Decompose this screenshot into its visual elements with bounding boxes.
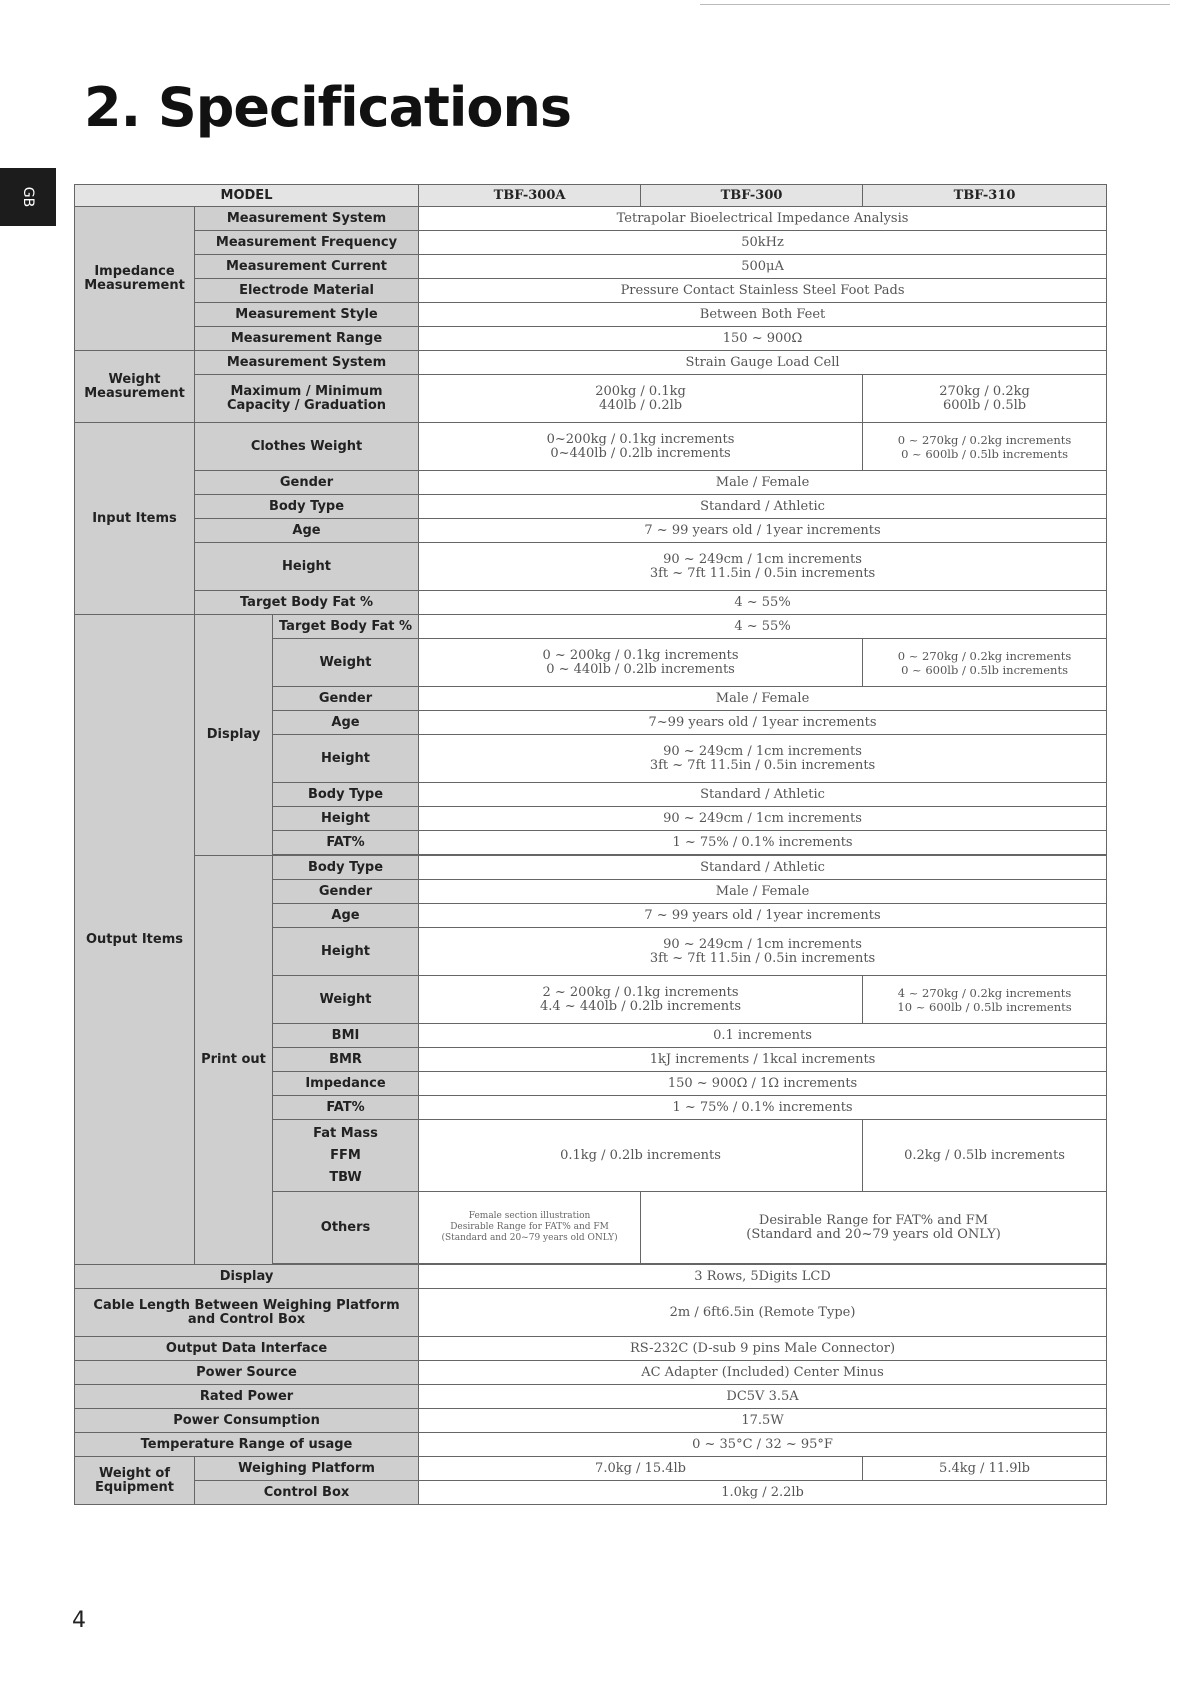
value-line: 4 ~ 270kg / 0.2kg increments [897, 985, 1072, 1000]
row-value [419, 543, 1107, 591]
row-label: Gender [273, 880, 419, 904]
value-line: Desirable Range for FAT% and FM [450, 1222, 609, 1232]
value-line: (Standard and 20~79 years old ONLY) [746, 1226, 1001, 1242]
input-items-group-label: Input Items [75, 423, 195, 615]
row-label: Target Body Fat % [273, 615, 419, 639]
row-label: Body Type [195, 495, 419, 519]
top-rule [700, 4, 1170, 5]
table-row [75, 1385, 1107, 1409]
value-line: 2 ~ 200kg / 0.1kg increments [542, 984, 739, 1000]
mass-label-line: Fat Mass [313, 1125, 378, 1141]
weight-measurement-group-label: Weight Measurement [75, 351, 195, 423]
row-label: Body Type [273, 856, 419, 880]
row-label: Age [273, 711, 419, 735]
row-value [419, 1192, 641, 1264]
cable-label-line: Cable Length Between Weighing Platform [93, 1297, 400, 1313]
value-line: 4.4 ~ 440lb / 0.2lb increments [540, 998, 742, 1014]
value-line: Desirable Range for FAT% and FM [758, 1212, 989, 1228]
page-number: 4 [72, 1608, 86, 1633]
value-line: 0 ~ 270kg / 0.2kg increments [897, 648, 1072, 663]
model-tbf-300: TBF-300 [641, 185, 863, 207]
page-title: 2. Specifications [84, 76, 572, 139]
table-row [75, 1361, 1107, 1385]
row-value [863, 423, 1107, 471]
equipment-weight-group-label [75, 1457, 195, 1505]
table-row [75, 591, 1107, 615]
value-line: 0~200kg / 0.1kg increments [546, 431, 735, 447]
table-row [75, 1265, 1107, 1289]
row-label: BMI [273, 1024, 419, 1048]
print-out-subgroup-label: Print out [195, 856, 273, 1265]
row-value: 4 ~ 55% [419, 591, 1107, 615]
value-line: Female section illustration [468, 1211, 591, 1221]
value-line: 90 ~ 249cm / 1cm increments [663, 743, 862, 759]
row-value: Male / Female [419, 471, 1107, 495]
row-label: Output Data Interface [75, 1337, 419, 1361]
model-tbf-310: TBF-310 [863, 185, 1107, 207]
row-value: RS-232C (D-sub 9 pins Male Connector) [419, 1337, 1107, 1361]
value-line: (Standard and 20~79 years old ONLY) [441, 1233, 618, 1243]
value-line: 600lb / 0.5lb [942, 397, 1027, 413]
value-line: 0 ~ 440lb / 0.2lb increments [546, 661, 735, 677]
row-label: Clothes Weight [195, 423, 419, 471]
table-row [75, 207, 1107, 231]
table-row [75, 1337, 1107, 1361]
row-value: 17.5W [419, 1409, 1107, 1433]
row-value: 1kJ increments / 1kcal increments [419, 1048, 1107, 1072]
table-row [75, 1433, 1107, 1457]
row-value [641, 1192, 1107, 1264]
table-row [75, 375, 1107, 423]
table-row [75, 1289, 1107, 1337]
row-label: Measurement Frequency [195, 231, 419, 255]
table-row [75, 543, 1107, 591]
row-value [863, 375, 1107, 423]
row-value: 7~99 years old / 1year increments [419, 711, 1107, 735]
table-row [75, 303, 1107, 327]
row-value: 0 ~ 35°C / 32 ~ 95°F [419, 1433, 1107, 1457]
row-value: Standard / Athletic [419, 783, 1107, 807]
table-row [75, 519, 1107, 543]
row-label: FAT% [273, 831, 419, 855]
row-value [419, 375, 863, 423]
row-value [863, 639, 1107, 687]
impedance-group-label: Impedance Measurement [75, 207, 195, 351]
row-label: Temperature Range of usage [75, 1433, 419, 1457]
row-value: 500μA [419, 255, 1107, 279]
row-value: 4 ~ 55% [419, 615, 1107, 639]
table-header-row [75, 185, 1107, 207]
value-line: 10 ~ 600lb / 0.5lb increments [897, 999, 1072, 1014]
row-value: Male / Female [419, 880, 1107, 904]
row-value: Tetrapolar Bioelectrical Impedance Analysis [419, 207, 1107, 231]
row-value: 5.4kg / 11.9lb [863, 1457, 1107, 1481]
row-label: Measurement Current [195, 255, 419, 279]
value-line: 200kg / 0.1kg [595, 383, 686, 399]
row-label: Others [273, 1192, 419, 1264]
output-items-group-label: Output Items [75, 615, 195, 1265]
mass-label-line: FFM [330, 1147, 361, 1163]
row-label: Weight [273, 639, 419, 687]
row-value: Standard / Athletic [419, 495, 1107, 519]
row-value: Standard / Athletic [419, 856, 1107, 880]
row-label: Gender [195, 471, 419, 495]
model-tbf-300a: TBF-300A [419, 185, 641, 207]
row-label: Power Source [75, 1361, 419, 1385]
row-value: 0.1kg / 0.2lb increments [419, 1120, 863, 1192]
table-row [75, 1457, 1107, 1481]
cable-label-line: and Control Box [187, 1311, 306, 1327]
row-value: 0.1 increments [419, 1024, 1107, 1048]
specifications-table-wrapper [74, 184, 1106, 1505]
mass-label-line: TBW [329, 1169, 362, 1185]
row-label: Body Type [273, 783, 419, 807]
table-row [75, 1409, 1107, 1433]
row-label: Weight [273, 976, 419, 1024]
equipment-label-line: Weight of [98, 1465, 171, 1481]
row-label: Target Body Fat % [195, 591, 419, 615]
row-label: Age [273, 904, 419, 928]
row-label: Rated Power [75, 1385, 419, 1409]
row-label: Height [273, 928, 419, 976]
row-value: 0.2kg / 0.5lb increments [863, 1120, 1107, 1192]
row-value [419, 735, 1107, 783]
table-row [75, 279, 1107, 303]
equipment-label-line: Equipment [94, 1479, 175, 1495]
row-value: 3 Rows, 5Digits LCD [419, 1265, 1107, 1289]
row-value: 1.0kg / 2.2lb [419, 1481, 1107, 1505]
value-line: 90 ~ 249cm / 1cm increments [663, 551, 862, 567]
row-label: Impedance [273, 1072, 419, 1096]
row-value: 7 ~ 99 years old / 1year increments [419, 519, 1107, 543]
model-header: MODEL [75, 185, 419, 207]
specifications-table [74, 184, 1107, 1505]
row-value: AC Adapter (Included) Center Minus [419, 1361, 1107, 1385]
row-label: Power Consumption [75, 1409, 419, 1433]
table-row [75, 856, 1107, 880]
row-label: Age [195, 519, 419, 543]
value-line: 270kg / 0.2kg [939, 383, 1030, 399]
row-label: FAT% [273, 1096, 419, 1120]
row-value: 7.0kg / 15.4lb [419, 1457, 863, 1481]
row-label [273, 1120, 419, 1192]
row-value: 150 ~ 900Ω [419, 327, 1107, 351]
table-row [75, 351, 1107, 375]
row-label: Height [195, 543, 419, 591]
row-value: 7 ~ 99 years old / 1year increments [419, 904, 1107, 928]
row-value: 150 ~ 900Ω / 1Ω increments [419, 1072, 1107, 1096]
capacity-label-line: Maximum / Minimum [230, 383, 383, 399]
row-label: BMR [273, 1048, 419, 1072]
table-row [75, 1481, 1107, 1505]
table-row [75, 615, 1107, 639]
value-line: 0~440lb / 0.2lb increments [550, 445, 731, 461]
value-line: 0 ~ 270kg / 0.2kg increments [897, 432, 1072, 447]
row-label: Weighing Platform [195, 1457, 419, 1481]
row-label: Electrode Material [195, 279, 419, 303]
language-tab-label: GB [19, 186, 36, 208]
table-row [75, 495, 1107, 519]
row-label: Height [273, 735, 419, 783]
row-label: Measurement Range [195, 327, 419, 351]
value-line: 0 ~ 600lb / 0.5lb increments [901, 662, 1068, 677]
row-value: 90 ~ 249cm / 1cm increments [419, 807, 1107, 831]
row-label [195, 375, 419, 423]
row-value: 1 ~ 75% / 0.1% increments [419, 1096, 1107, 1120]
row-value: 50kHz [419, 231, 1107, 255]
value-line: 3ft ~ 7ft 11.5in / 0.5in increments [649, 950, 876, 966]
row-label: Height [273, 807, 419, 831]
value-line: 90 ~ 249cm / 1cm increments [663, 936, 862, 952]
table-row [75, 423, 1107, 471]
row-label: Display [75, 1265, 419, 1289]
row-label: Control Box [195, 1481, 419, 1505]
capacity-label-line: Capacity / Graduation [226, 397, 387, 413]
row-label: Measurement System [195, 207, 419, 231]
row-label [75, 1289, 419, 1337]
row-value: Pressure Contact Stainless Steel Foot Pads [419, 279, 1107, 303]
row-value: Between Both Feet [419, 303, 1107, 327]
row-value [419, 976, 863, 1024]
row-value: Strain Gauge Load Cell [419, 351, 1107, 375]
row-label: Measurement System [195, 351, 419, 375]
row-label: Measurement Style [195, 303, 419, 327]
language-tab [0, 168, 56, 226]
row-value: DC5V 3.5A [419, 1385, 1107, 1409]
row-value [419, 423, 863, 471]
row-value [419, 928, 1107, 976]
table-row [75, 327, 1107, 351]
display-subgroup-label: Display [195, 615, 273, 856]
value-line: 0 ~ 600lb / 0.5lb increments [901, 446, 1068, 461]
table-row [75, 231, 1107, 255]
table-row [75, 471, 1107, 495]
row-value [419, 639, 863, 687]
value-line: 440lb / 0.2lb [598, 397, 683, 413]
value-line: 0 ~ 200kg / 0.1kg increments [542, 647, 739, 663]
row-value: 2m / 6ft6.5in (Remote Type) [419, 1289, 1107, 1337]
value-line: 3ft ~ 7ft 11.5in / 0.5in increments [649, 565, 876, 581]
row-label: Gender [273, 687, 419, 711]
value-line: 3ft ~ 7ft 11.5in / 0.5in increments [649, 757, 876, 773]
row-value: Male / Female [419, 687, 1107, 711]
row-value [863, 976, 1107, 1024]
row-value: 1 ~ 75% / 0.1% increments [419, 831, 1107, 855]
table-row [75, 255, 1107, 279]
